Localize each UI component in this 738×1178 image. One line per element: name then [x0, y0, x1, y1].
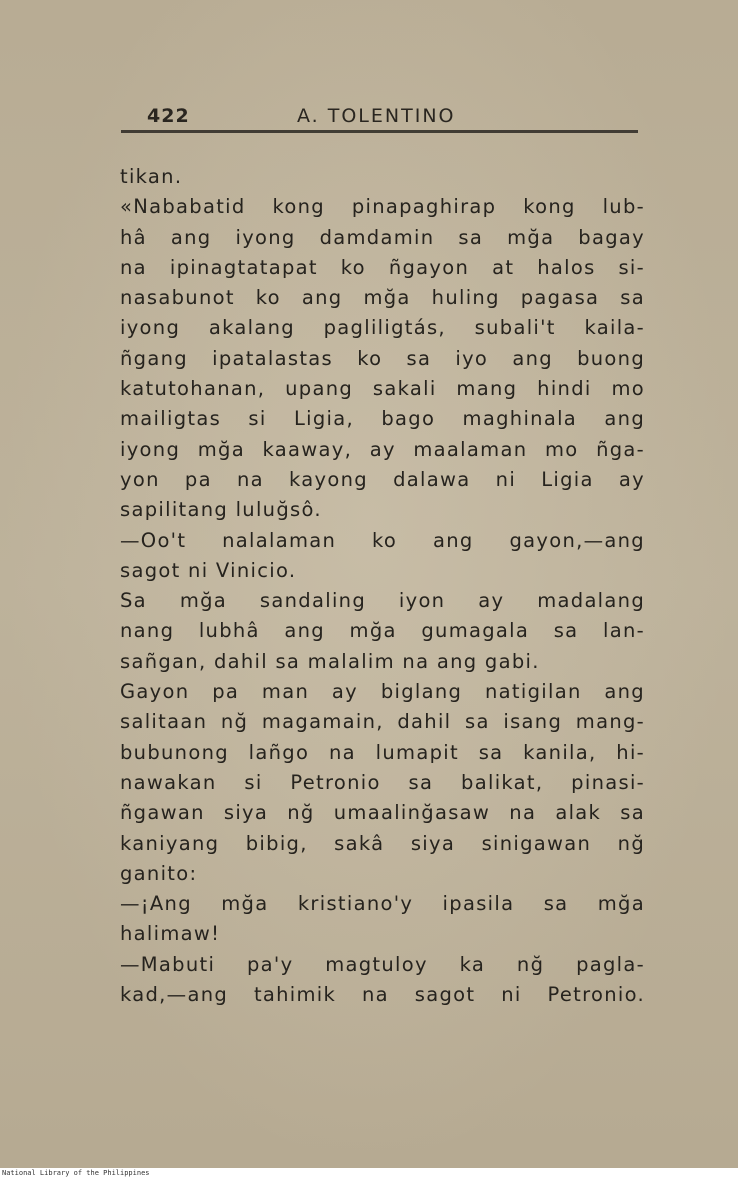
- text-line: katutohanan, upang sakali mang hindi mo: [120, 377, 645, 401]
- text-line: mailigtas si Ligia, bago maghinala ang: [120, 407, 645, 431]
- text-line: «Nababatid kong pinapaghirap kong lub-: [120, 195, 645, 219]
- text-line: sapilitang luluğsô.: [120, 498, 322, 522]
- page-number: 422: [147, 105, 190, 127]
- text-line: ñgawan siya nğ umaalinğasaw na alak sa: [120, 801, 645, 825]
- text-line: nasabunot ko ang mğa huling pagasa sa: [120, 286, 645, 310]
- text-line: —Oo't nalalaman ko ang gayon,—ang: [120, 528, 645, 552]
- text-line: kad,—ang tahimik na sagot ni Petronio.: [120, 983, 645, 1007]
- text-line: Sa mğa sandaling iyon ay madalang: [120, 589, 645, 613]
- text-line: iyong mğa kaaway, ay maalaman mo ñga-: [120, 437, 645, 461]
- text-line: salitaan nğ magamain, dahil sa isang mang-: [120, 710, 645, 734]
- text-line: halimaw!: [120, 922, 221, 946]
- text-line: kaniyang bibig, sakâ siya sinigawan nğ: [120, 831, 645, 855]
- text-line: ñgang ipatalastas ko sa iyo ang buong: [120, 346, 645, 370]
- text-line: sañgan, dahil sa malalim na ang gabi.: [120, 649, 540, 673]
- text-line: hâ ang iyong damdamin sa mğa bagay: [120, 225, 645, 249]
- page-header: [147, 101, 617, 131]
- header-rule: [121, 130, 638, 133]
- text-line: nawakan si Petronio sa balikat, pinasi-: [120, 770, 645, 794]
- text-line: Gayon pa man ay biglang natigilan ang: [120, 680, 645, 704]
- text-line: nang lubhâ ang mğa gumagala sa lan-: [120, 619, 645, 643]
- running-head: A. TOLENTINO: [297, 105, 456, 127]
- text-line: tikan.: [120, 165, 183, 188]
- text-line: sagot ni Vinicio.: [120, 558, 297, 582]
- text-line: —¡Ang mğa kristiano'y ipasila sa mğa: [120, 892, 645, 916]
- text-line: bubunong lañgo na lumapit sa kanila, hi-: [120, 740, 645, 764]
- text-line: iyong akalang pagliligtás, subali't kaila-: [120, 316, 645, 340]
- footer-bar: [0, 1168, 738, 1178]
- text-line: na ipinagtatapat ko ñgayon at halos si-: [120, 255, 645, 279]
- footer-credit: National Library of the Philippines: [2, 1169, 150, 1177]
- text-line: yon pa na kayong dalawa ni Ligia ay: [120, 467, 645, 491]
- text-line: —Mabuti pa'y magtuloy ka nğ pagla-: [120, 952, 645, 976]
- body-text: [120, 162, 645, 1010]
- text-line: ganito:: [120, 861, 198, 885]
